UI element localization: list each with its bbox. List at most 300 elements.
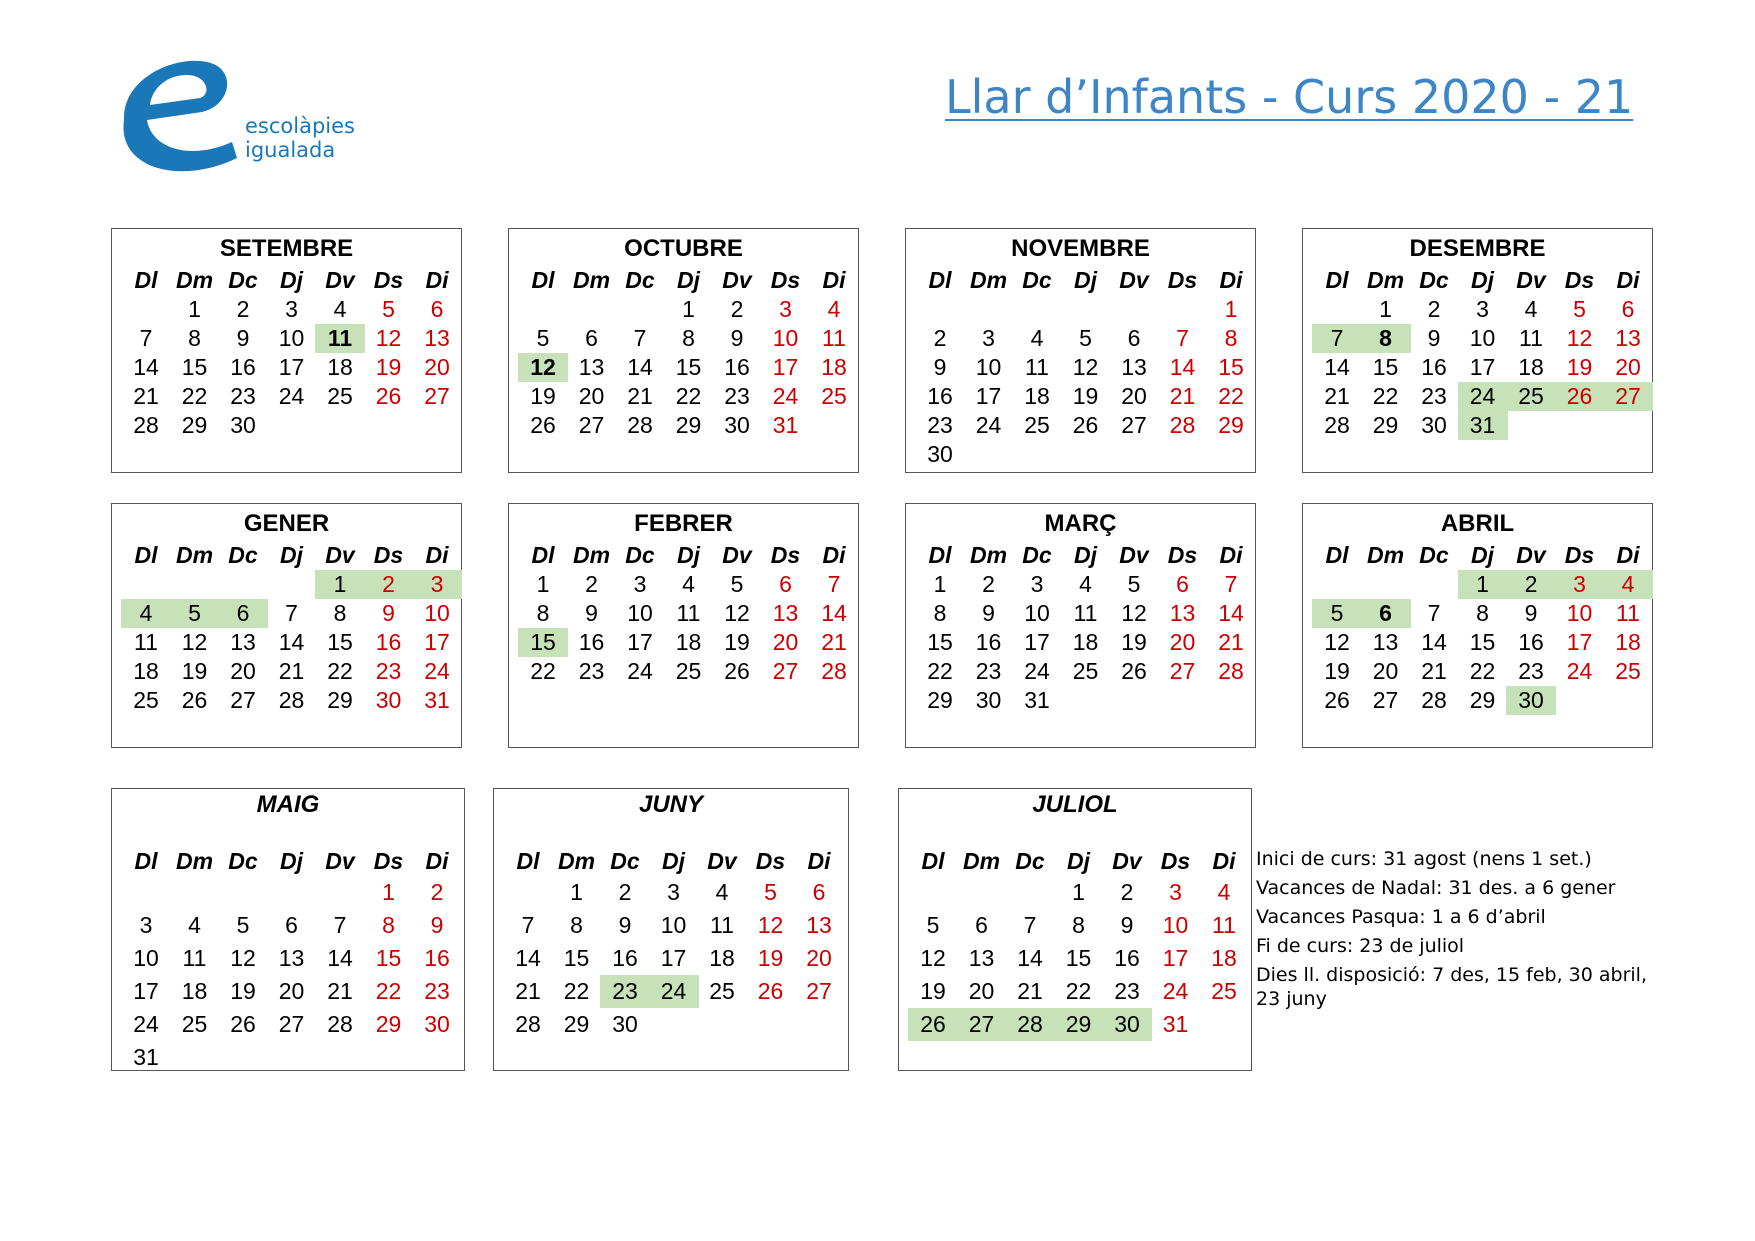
day-cell: 20 xyxy=(772,629,799,655)
day-cell: 2 xyxy=(618,879,632,905)
day-cell: 4 xyxy=(715,879,729,905)
day-cell: 18 xyxy=(709,945,735,971)
day-cell: 24 xyxy=(1566,658,1593,684)
logo-line1: escolàpies xyxy=(245,114,355,138)
day-cell: 5 xyxy=(730,571,744,597)
weekday-header: Dj xyxy=(1067,848,1090,874)
day-cell: 30 xyxy=(424,1011,450,1037)
day-cell: 11 xyxy=(1519,325,1543,351)
weekday-header: Ds xyxy=(1564,542,1595,568)
weekday-header: Dm xyxy=(175,848,214,874)
weekday-header: Di xyxy=(425,267,449,293)
day-cell: 3 xyxy=(667,879,680,905)
day-cell: 26 xyxy=(181,687,208,713)
day-cell: 12 xyxy=(375,325,402,351)
day-cell: 29 xyxy=(1372,412,1399,438)
day-cell: 12 xyxy=(724,600,750,626)
day-cell: 25 xyxy=(133,687,159,713)
day-cell: 15 xyxy=(1218,354,1244,380)
day-cell: 28 xyxy=(133,412,159,438)
day-cell: 26 xyxy=(230,1011,256,1037)
day-cell: 22 xyxy=(1469,658,1496,684)
day-cell: 16 xyxy=(230,354,256,380)
day-cell: 1 xyxy=(570,879,583,905)
weekday-header: Ds xyxy=(373,542,404,568)
day-cell: 25 xyxy=(327,383,353,409)
weekday-header: Dc xyxy=(1022,542,1052,568)
day-cell: 14 xyxy=(1324,354,1350,380)
day-cell: 21 xyxy=(1324,383,1350,409)
day-cell: 23 xyxy=(600,975,650,1008)
weekday-header: Ds xyxy=(1564,267,1595,293)
day-cell: 13 xyxy=(1121,354,1147,380)
day-cell: 25 xyxy=(709,978,735,1004)
day-cell: 1 xyxy=(682,296,695,322)
weekday-header: Dm xyxy=(572,267,611,293)
day-cell: 16 xyxy=(375,629,402,655)
day-cell: 5 xyxy=(1312,599,1362,628)
day-cell: 29 xyxy=(1218,412,1244,438)
day-cell: 10 xyxy=(772,325,799,351)
day-cell: 2 xyxy=(585,571,598,597)
day-cell: 5 xyxy=(764,879,777,905)
weekday-header: Dl xyxy=(531,542,555,568)
day-cell: 7 xyxy=(1176,325,1189,351)
day-cell: 6 xyxy=(779,571,792,597)
day-cell: 28 xyxy=(627,412,653,438)
day-cell: 17 xyxy=(424,629,450,655)
weekday-header: Ds xyxy=(755,848,786,874)
day-cell: 21 xyxy=(515,978,541,1004)
day-cell: 4 xyxy=(121,599,171,628)
weekday-header: Dm xyxy=(557,848,596,874)
day-cell: 12 xyxy=(757,912,784,938)
weekday-header: Dc xyxy=(610,848,640,874)
day-cell: 4 xyxy=(1524,296,1538,322)
day-cell: 5 xyxy=(170,599,220,628)
day-cell: 11 xyxy=(182,945,207,971)
month-calendar xyxy=(508,503,859,748)
day-cell: 27 xyxy=(278,1011,305,1037)
day-cell: 24 xyxy=(649,975,699,1008)
day-cell: 25 xyxy=(1615,658,1641,684)
day-cell: 27 xyxy=(957,1008,1007,1041)
day-cell: 20 xyxy=(1372,658,1399,684)
day-cell: 12 xyxy=(1121,600,1147,626)
day-cell: 19 xyxy=(181,658,208,684)
day-cell: 13 xyxy=(424,325,450,351)
day-cell: 1 xyxy=(1458,570,1508,599)
day-cell: 5 xyxy=(236,912,250,938)
weekday-header: Dl xyxy=(1325,542,1349,568)
day-cell: 18 xyxy=(1072,629,1099,655)
day-cell: 24 xyxy=(627,658,653,684)
day-cell: 10 xyxy=(1469,325,1496,351)
day-cell: 23 xyxy=(375,658,402,684)
day-cell: 10 xyxy=(660,912,687,938)
day-cell: 23 xyxy=(975,658,1002,684)
day-cell: 13 xyxy=(1615,325,1641,351)
day-cell: 24 xyxy=(1458,382,1508,411)
month-calendar xyxy=(1302,228,1653,473)
day-cell: 25 xyxy=(1024,412,1050,438)
day-cell: 2 xyxy=(430,879,444,905)
day-cell: 19 xyxy=(1072,383,1099,409)
day-cell: 20 xyxy=(578,383,605,409)
note-item: Inici de curs: 31 agost (nens 1 set.) xyxy=(1256,848,1592,870)
weekday-header: Dm xyxy=(175,542,214,568)
weekday-header: Dl xyxy=(928,267,952,293)
day-cell: 13 xyxy=(968,945,995,971)
month-calendar xyxy=(111,228,462,473)
day-cell: 9 xyxy=(730,325,744,351)
day-cell: 26 xyxy=(530,412,556,438)
day-cell: 27 xyxy=(1121,412,1147,438)
day-cell: 3 xyxy=(1169,879,1182,905)
day-cell: 7 xyxy=(1427,600,1441,626)
day-cell: 16 xyxy=(1518,629,1544,655)
day-cell: 2 xyxy=(236,296,250,322)
day-cell: 10 xyxy=(1024,600,1050,626)
weekday-header: Dv xyxy=(1516,267,1546,293)
day-cell: 3 xyxy=(139,912,153,938)
day-cell: 14 xyxy=(1421,629,1447,655)
month-calendar xyxy=(493,788,849,1071)
weekday-header: Ds xyxy=(373,848,404,874)
day-cell: 17 xyxy=(1566,629,1593,655)
day-cell: 4 xyxy=(1603,570,1653,599)
day-cell: 12 xyxy=(230,945,256,971)
weekday-header: Dm xyxy=(175,267,214,293)
day-cell: 26 xyxy=(1121,658,1147,684)
month-name: MAIG xyxy=(256,791,320,818)
weekday-header: Dm xyxy=(572,542,611,568)
day-cell: 10 xyxy=(1162,912,1189,938)
month-calendar xyxy=(905,503,1256,748)
month-calendar xyxy=(1302,503,1653,748)
weekday-header: Dj xyxy=(1471,542,1494,568)
day-cell: 13 xyxy=(772,600,799,626)
day-cell: 23 xyxy=(724,383,750,409)
day-cell: 30 xyxy=(975,687,1002,713)
day-cell: 17 xyxy=(133,978,159,1004)
day-cell: 8 xyxy=(536,600,550,626)
month-name: ABRIL xyxy=(1440,510,1515,537)
day-cell: 19 xyxy=(757,945,784,971)
day-cell: 7 xyxy=(827,571,841,597)
day-cell: 20 xyxy=(424,354,450,380)
day-cell: 16 xyxy=(975,629,1002,655)
day-cell: 12 xyxy=(181,629,208,655)
month-calendar xyxy=(111,788,465,1071)
note-item: Vacances Pasqua: 1 a 6 d’abril xyxy=(1256,906,1546,928)
day-cell: 1 xyxy=(188,296,201,322)
weekday-header: Ds xyxy=(770,267,801,293)
weekday-header: Dm xyxy=(962,848,1001,874)
day-cell: 12 xyxy=(518,353,568,382)
day-cell: 25 xyxy=(181,1011,208,1037)
day-cell: 5 xyxy=(1127,571,1141,597)
day-cell: 10 xyxy=(278,325,305,351)
day-cell: 2 xyxy=(1506,570,1556,599)
weekday-header: Dc xyxy=(228,267,258,293)
month-calendar xyxy=(508,228,859,473)
day-cell: 16 xyxy=(1421,354,1447,380)
day-cell: 8 xyxy=(1224,325,1238,351)
day-cell: 30 xyxy=(612,1011,638,1037)
day-cell: 3 xyxy=(1476,296,1489,322)
day-cell: 30 xyxy=(1421,412,1447,438)
weekday-header: Dv xyxy=(1516,542,1546,568)
day-cell: 15 xyxy=(518,628,568,657)
day-cell: 17 xyxy=(278,354,305,380)
day-cell: 6 xyxy=(430,296,444,322)
day-cell: 22 xyxy=(530,658,556,684)
day-cell: 16 xyxy=(424,945,450,971)
day-cell: 5 xyxy=(536,325,550,351)
weekday-header: Dl xyxy=(928,542,952,568)
day-cell: 24 xyxy=(424,658,450,684)
day-cell: 4 xyxy=(682,571,695,597)
weekday-header: Ds xyxy=(1167,542,1198,568)
day-cell: 28 xyxy=(1218,658,1244,684)
day-cell: 11 xyxy=(1073,600,1098,626)
day-cell: 2 xyxy=(982,571,995,597)
weekday-header: Di xyxy=(822,267,846,293)
day-cell: 14 xyxy=(133,354,159,380)
day-cell: 13 xyxy=(578,354,605,380)
month-name: NOVEMBRE xyxy=(1011,235,1150,262)
day-cell: 4 xyxy=(827,296,841,322)
day-cell: 19 xyxy=(530,383,556,409)
day-cell: 21 xyxy=(1421,658,1447,684)
day-cell: 6 xyxy=(812,879,826,905)
day-cell: 21 xyxy=(627,383,653,409)
day-cell: 29 xyxy=(327,687,353,713)
day-cell: 17 xyxy=(1469,354,1496,380)
day-cell: 3 xyxy=(982,325,995,351)
day-cell: 25 xyxy=(1072,658,1099,684)
day-cell: 26 xyxy=(1555,382,1605,411)
month-calendar xyxy=(111,503,462,748)
day-cell: 14 xyxy=(1169,354,1196,380)
weekday-header: Ds xyxy=(1160,848,1191,874)
day-cell: 27 xyxy=(772,658,799,684)
day-cell: 9 xyxy=(1120,912,1134,938)
page-title: Llar d’Infants - Curs 2020 - 21 xyxy=(945,70,1634,124)
month-name: DESEMBRE xyxy=(1409,235,1546,262)
month-name: JUNY xyxy=(638,791,704,818)
day-cell: 25 xyxy=(1506,382,1556,411)
weekday-header: Dv xyxy=(1119,542,1149,568)
weekday-header: Dv xyxy=(325,848,355,874)
day-cell: 28 xyxy=(515,1011,541,1037)
day-cell: 29 xyxy=(181,412,208,438)
day-cell: 31 xyxy=(1024,687,1050,713)
weekday-header: Dc xyxy=(1022,267,1052,293)
day-cell: 17 xyxy=(660,945,687,971)
day-cell: 26 xyxy=(724,658,750,684)
weekday-header: Dj xyxy=(677,542,700,568)
month-name: OCTUBRE xyxy=(624,235,743,262)
day-cell: 30 xyxy=(1506,686,1556,715)
weekday-header: Dv xyxy=(707,848,737,874)
day-cell: 28 xyxy=(278,687,305,713)
day-cell: 27 xyxy=(806,978,832,1004)
day-cell: 17 xyxy=(1162,945,1189,971)
day-cell: 29 xyxy=(675,412,702,438)
note-item: Dies ll. disposició: 7 des, 15 feb, 30 abril, 23 juny xyxy=(1256,964,1647,1010)
day-cell: 23 xyxy=(1518,658,1544,684)
day-cell: 5 xyxy=(926,912,940,938)
day-cell: 27 xyxy=(578,412,605,438)
day-cell: 7 xyxy=(521,912,535,938)
weekday-header: Dj xyxy=(677,267,700,293)
weekday-header: Dm xyxy=(1366,267,1405,293)
weekday-header: Dc xyxy=(1419,542,1449,568)
day-cell: 20 xyxy=(806,945,832,971)
weekday-header: Dl xyxy=(531,267,555,293)
day-cell: 24 xyxy=(1024,658,1050,684)
day-cell: 14 xyxy=(278,629,305,655)
day-cell: 8 xyxy=(382,912,395,938)
day-cell: 7 xyxy=(1224,571,1238,597)
day-cell: 15 xyxy=(927,629,953,655)
day-cell: 9 xyxy=(1524,600,1538,626)
weekday-header: Di xyxy=(1219,267,1243,293)
day-cell: 8 xyxy=(682,325,695,351)
day-cell: 14 xyxy=(1017,945,1043,971)
day-cell: 1 xyxy=(933,571,947,597)
weekday-header: Dm xyxy=(969,542,1008,568)
day-cell: 8 xyxy=(1072,912,1085,938)
day-cell: 2 xyxy=(364,570,414,599)
day-cell: 12 xyxy=(1566,325,1593,351)
weekday-header: Di xyxy=(425,542,449,568)
day-cell: 5 xyxy=(382,296,395,322)
day-cell: 11 xyxy=(710,912,734,938)
logo-line2: igualada xyxy=(245,138,336,162)
day-cell: 13 xyxy=(230,629,256,655)
weekday-header: Di xyxy=(1616,267,1640,293)
day-cell: 20 xyxy=(968,978,995,1004)
day-cell: 2 xyxy=(730,296,744,322)
day-cell: 21 xyxy=(1169,383,1196,409)
day-cell: 1 xyxy=(1072,879,1085,905)
day-cell: 19 xyxy=(1566,354,1593,380)
day-cell: 14 xyxy=(821,600,847,626)
day-cell: 18 xyxy=(1211,945,1237,971)
day-cell: 11 xyxy=(822,325,846,351)
day-cell: 29 xyxy=(927,687,953,713)
day-cell: 21 xyxy=(1017,978,1043,1004)
day-cell: 2 xyxy=(1427,296,1441,322)
weekday-header: Di xyxy=(822,542,846,568)
day-cell: 30 xyxy=(927,441,953,467)
weekday-header: Dv xyxy=(722,267,752,293)
day-cell: 24 xyxy=(1162,978,1189,1004)
day-cell: 30 xyxy=(724,412,750,438)
day-cell: 28 xyxy=(1421,687,1447,713)
day-cell: 29 xyxy=(1469,687,1496,713)
day-cell: 3 xyxy=(633,571,647,597)
day-cell: 22 xyxy=(1372,383,1399,409)
day-cell: 4 xyxy=(1030,325,1044,351)
day-cell: 26 xyxy=(1324,687,1350,713)
day-cell: 19 xyxy=(1324,658,1350,684)
day-cell: 3 xyxy=(285,296,298,322)
weekday-header: Di xyxy=(425,848,449,874)
day-cell: 1 xyxy=(536,571,550,597)
day-cell: 9 xyxy=(585,600,598,626)
day-cell: 27 xyxy=(1603,382,1653,411)
day-cell: 18 xyxy=(1024,383,1050,409)
day-cell: 10 xyxy=(1566,600,1593,626)
day-cell: 18 xyxy=(327,354,353,380)
day-cell: 31 xyxy=(1458,411,1508,440)
day-cell: 31 xyxy=(424,687,450,713)
day-cell: 19 xyxy=(724,629,750,655)
day-cell: 11 xyxy=(315,324,365,353)
day-cell: 16 xyxy=(1114,945,1140,971)
day-cell: 20 xyxy=(230,658,256,684)
day-cell: 8 xyxy=(1476,600,1489,626)
day-cell: 27 xyxy=(230,687,256,713)
weekday-header: Dm xyxy=(969,267,1008,293)
day-cell: 8 xyxy=(1361,324,1411,353)
weekday-header: Dl xyxy=(921,848,945,874)
day-cell: 16 xyxy=(927,383,953,409)
weekday-header: Dm xyxy=(1366,542,1405,568)
weekday-header: Dv xyxy=(325,267,355,293)
day-cell: 13 xyxy=(1372,629,1399,655)
weekday-header: Dl xyxy=(1325,267,1349,293)
day-cell: 20 xyxy=(1615,354,1641,380)
day-cell: 25 xyxy=(1211,978,1237,1004)
day-cell: 20 xyxy=(1169,629,1196,655)
day-cell: 1 xyxy=(315,570,365,599)
day-cell: 8 xyxy=(933,600,947,626)
weekday-header: Dc xyxy=(1419,267,1449,293)
weekday-header: Dv xyxy=(325,542,355,568)
day-cell: 15 xyxy=(675,354,702,380)
weekday-header: Dj xyxy=(1471,267,1494,293)
day-cell: 22 xyxy=(375,978,402,1004)
weekday-header: Dc xyxy=(625,267,655,293)
day-cell: 1 xyxy=(1379,296,1392,322)
weekday-header: Dl xyxy=(516,848,540,874)
day-cell: 15 xyxy=(563,945,590,971)
weekday-header: Ds xyxy=(1167,267,1198,293)
day-cell: 15 xyxy=(327,629,353,655)
day-cell: 21 xyxy=(327,978,353,1004)
weekday-header: Dj xyxy=(280,542,303,568)
day-cell: 28 xyxy=(1005,1008,1055,1041)
weekday-header: Dj xyxy=(280,848,303,874)
day-cell: 22 xyxy=(1065,978,1092,1004)
day-cell: 15 xyxy=(1065,945,1092,971)
day-cell: 18 xyxy=(181,978,208,1004)
day-cell: 11 xyxy=(134,629,158,655)
weekday-header: Dl xyxy=(134,267,158,293)
day-cell: 9 xyxy=(382,600,395,626)
day-cell: 4 xyxy=(1217,879,1231,905)
month-name: SETEMBRE xyxy=(219,235,354,262)
day-cell: 31 xyxy=(1162,1011,1189,1037)
day-cell: 5 xyxy=(1573,296,1586,322)
weekday-header: Ds xyxy=(373,267,404,293)
note-item: Fi de curs: 23 de juliol xyxy=(1256,935,1465,957)
